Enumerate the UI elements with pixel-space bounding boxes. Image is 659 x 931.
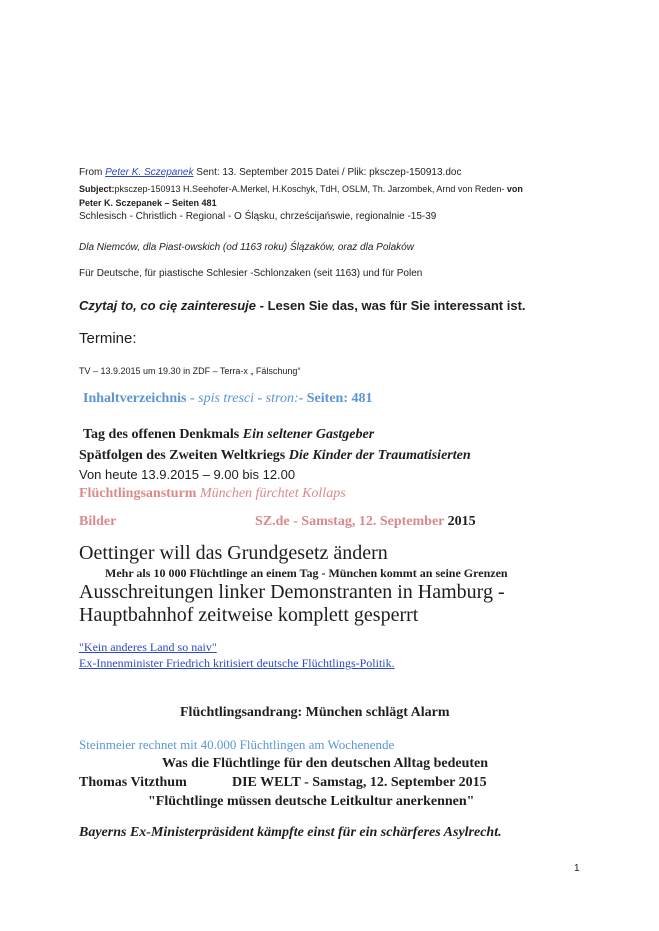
alltag-line: Was die Flüchtlinge für den deutschen Alltag bedeuten <box>162 756 489 771</box>
link-naiv[interactable]: "Kein anderes Land so naiv" <box>79 640 217 654</box>
from-line <box>79 167 461 178</box>
contents-seiten: - Seiten: 481 <box>298 391 373 406</box>
time-line: Von heute 13.9.2015 – 9.00 bis 12.00 <box>79 467 296 482</box>
read-line <box>79 298 526 313</box>
fluechtling-subtitle: München fürchtet Kollaps <box>199 486 346 501</box>
read-polish: Czytaj to, co cię zainteresuje <box>79 298 257 313</box>
contents-label: Inhaltverzeichnis <box>83 391 187 406</box>
bilder-label: Bilder <box>79 514 117 529</box>
headline-muenchen-grenzen: Mehr als 10 000 Flüchtlinge an einem Tag - München kommt an seine Grenzen <box>105 566 508 580</box>
subject-text: pksczep-150913 H.Seehofer-A.Merkel, H.Koschyk, TdH, OSLM, Th. Jarzombek, Arnd von Reden- <box>114 184 507 194</box>
fluechtling-line[interactable] <box>79 486 346 502</box>
leitkultur-line: "Flüchtlinge müssen deutsche Leitkultur anerkennen" <box>148 794 475 809</box>
author-link[interactable]: Peter K. Sczepanek <box>105 167 194 178</box>
bayern-line: Bayerns Ex-Ministerpräsident kämpfte einst für ein schärferes Asylrecht. <box>79 825 502 840</box>
subject-line <box>79 184 523 194</box>
sz-source-line <box>255 514 476 530</box>
fluechtling-title: Flüchtlingsansturm <box>79 486 200 501</box>
author-line: Peter K. Sczepanek – Seiten 481 <box>79 198 217 208</box>
alarm-headline: Flüchtlingsandrang: München schlägt Alarm <box>180 705 450 720</box>
headline-hamburg-2: Hauptbahnhof zeitweise komplett gesperrt <box>79 604 419 626</box>
contents-dash-1: - <box>186 391 199 406</box>
from-details: Sent: 13. September 2015 Datei / Plik: pksczep-150913.doc <box>193 167 462 178</box>
welt-source: DIE WELT - Samstag, 12. September 2015 <box>232 775 487 790</box>
sz-source: SZ.de - Samstag, 12. September <box>255 514 448 529</box>
denkmal-subtitle: Ein seltener Gastgeber <box>242 427 375 442</box>
region-line: Schlesisch - Christlich - Regional - O Śląsku, chrześcijańswie, regionalnie -15-39 <box>79 211 437 222</box>
subject-von: von <box>506 184 523 194</box>
headline-oettinger: Oettinger will das Grundgesetz ändern <box>79 542 388 564</box>
weltkrieg-title: Spätfolgen des Zweiten Weltkriegs <box>79 448 289 463</box>
weltkrieg-subtitle: Die Kinder der Traumatisierten <box>288 448 471 463</box>
page-number: 1 <box>574 863 580 874</box>
german-dedication: Für Deutsche, für piastische Schlesier -Schlonzaken (seit 1163) und für Polen <box>79 268 423 279</box>
tv-line: TV – 13.9.2015 um 19.30 in ZDF – Terra-x „ Fälschung“ <box>79 366 301 376</box>
sz-year: 2015 <box>447 514 476 529</box>
contents-stron: stron: <box>265 391 299 406</box>
author-name: Thomas Vitzthum <box>79 775 187 790</box>
denkmal-line[interactable] <box>83 427 374 443</box>
termine-heading: Termine: <box>79 330 137 347</box>
read-separator: - <box>256 298 268 313</box>
steinmeier-line[interactable]: Steinmeier rechnet mit 40.000 Flüchtlingen am Wochenende <box>79 737 395 752</box>
link-friedrich[interactable]: Ex-Innenminister Friedrich kritisiert deutsche Flüchtlings-Politik. <box>79 656 395 670</box>
headline-hamburg-1: Ausschreitungen linker Demonstranten in Hamburg - <box>79 581 505 603</box>
from-label: From <box>79 167 106 178</box>
read-german: Lesen Sie das, was für Sie interessant ist. <box>267 298 526 313</box>
contents-dash-2: - <box>254 391 266 406</box>
weltkrieg-line[interactable] <box>79 448 471 464</box>
contents-spis: spis tresci <box>198 391 254 406</box>
subject-label: Subject: <box>79 184 115 194</box>
contents-line[interactable] <box>83 391 373 407</box>
polish-dedication: Dla Niemców, dla Piast-owskich (od 1163 roku) Ślązaków, oraz dla Polaków <box>79 242 414 253</box>
denkmal-title: Tag des offenen Denkmals <box>83 427 243 442</box>
